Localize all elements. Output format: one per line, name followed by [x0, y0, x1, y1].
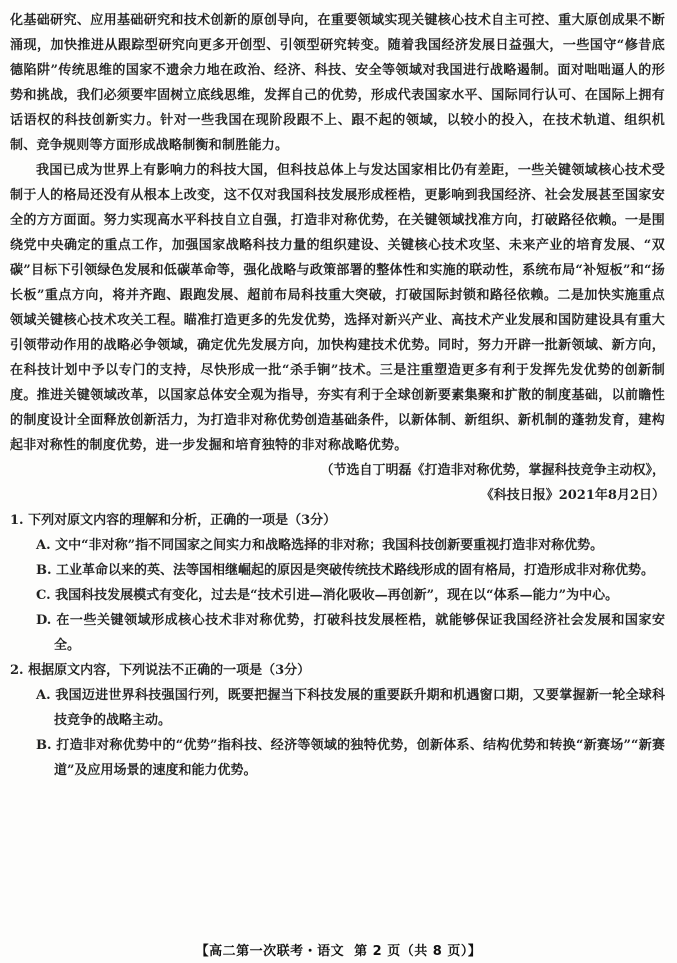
exam-title: 【高二第一次联考・语文 [195, 944, 345, 959]
source-citation-line-1: （节选自丁明磊《打造非对称优势，掌握科技竞争主动权》， [320, 463, 665, 478]
option-c: C. 我国科技发展模式有变化，过去是“技术引进—消化吸收—再创新”，现在以“体系—能力”为中心。 [36, 588, 619, 603]
passage-paragraph-2: 我国已成为世界上有影响力的科技大国，但科技总体上与发达国家相比仍有差距，一些关键领域核心技术受制于人的格局还没有从根本上改变，这不仅对我国科技发展形成桎梏，更影响到我国经济、社会发展甚至国家安全的方方面面。努力实现高水平科技自立自强，打造非对称优势，在关键领域找准方向，打破路径依赖。一是围绕党中央确定的重点工作，加强国家战略科技力量的组织建设、关键核心技术攻坚、未来产业的培育发展、“双碳”目标下引领绿色发展和低碳革命等，强化战略与政策部署的整体性和实施的联动性，系统布局“补短板”和“扬长板”重点方向，将并齐跑、跟跑发展、超前布局科技重大突破，打破国际封锁和路径依赖。二是加快实施重点领域关键核心技术攻关工程。瞄准打造更多的先发优势，选择对新兴产业、高技术产业发展和国防建设具有重大引领带动作用的战略必争领域，确定优先发展方向，加快构建技术优势。同时，努力开辟一批新领域、新方向，在科技计划中予以专门的支持，尽快形成一批“杀手锏”技术。三是注重塑造更多有利于发挥先发优势的创新制度。推进关键领域改革，以国家总体安全观为指导，夯实有利于全球创新要素集聚和扩散的制度基础，以前瞻性的制度设计全面释放创新活力，为打造非对称优势创造基础条件，以新体制、新组织、新机制的蓬勃发育，建构起非对称性的制度优势，进一步发掘和培育独特的非对称战略优势。 [10, 163, 665, 453]
question-stem: 1. 下列对原文内容的理解和分析，正确的一项是（3分） [10, 513, 337, 528]
page-content [10, 8, 665, 783]
page-footer [0, 940, 677, 959]
question-stem: 2. 根据原文内容，下列说法不正确的一项是（3分） [10, 663, 311, 678]
option-a: A. 文中“非对称”指不同国家之间实力和战略选择的非对称；我国科技创新要重视打造非对称优势。 [36, 538, 604, 553]
source-citation-line-2: 《科技日报》2021年8月2日） [480, 488, 665, 503]
page-number: 第 2 页（共 8 页）】 [354, 944, 482, 959]
option-b: B. 工业革命以来的英、法等国相继崛起的原因是突破传统技术路线形成的固有格局，打造形成非对称优势。 [36, 563, 655, 578]
passage-paragraph-1: 化基础研究、应用基础研究和技术创新的原创导向，在重要领域实现关键核心技术自主可控、重大原创成果不断涌现，加快推进从跟踪型研究向更多开创型、引领型研究转变。随着我国经济发展日益强大，一些国守“修昔底德陷阱”传统思维的国家不遗余力地在政治、经济、科技、安全等领域对我国进行战略遏制。面对咄咄逼人的形势和挑战，我们必须要牢固树立底线思维，发挥自己的优势，形成代表国家水平、国际同行认可、在国际上拥有话语权的科技创新实力。针对一些我国在现阶段跟不上、跟不起的领域，以较小的投入，在技术轨道、组织机制、竞争规则等方面形成战略制衡和制胜能力。 [10, 13, 665, 153]
option-b: B. 打造非对称优势中的“优势”指科技、经济等领域的独特优势，创新体系、结构优势和转换“新赛场”“新赛道”及应用场景的速度和能力优势。 [36, 738, 665, 778]
question-2 [10, 658, 665, 783]
option-a: A. 我国迈进世界科技强国行列，既要把握当下科技发展的重要跃升期和机遇窗口期，又要掌握新一轮全球科技竞争的战略主动。 [36, 688, 665, 728]
question-1 [10, 508, 665, 658]
option-d: D. 在一些关键领域形成核心技术非对称优势，打破科技发展桎梏，就能够保证我国经济社会发展和国家安全。 [36, 613, 665, 653]
